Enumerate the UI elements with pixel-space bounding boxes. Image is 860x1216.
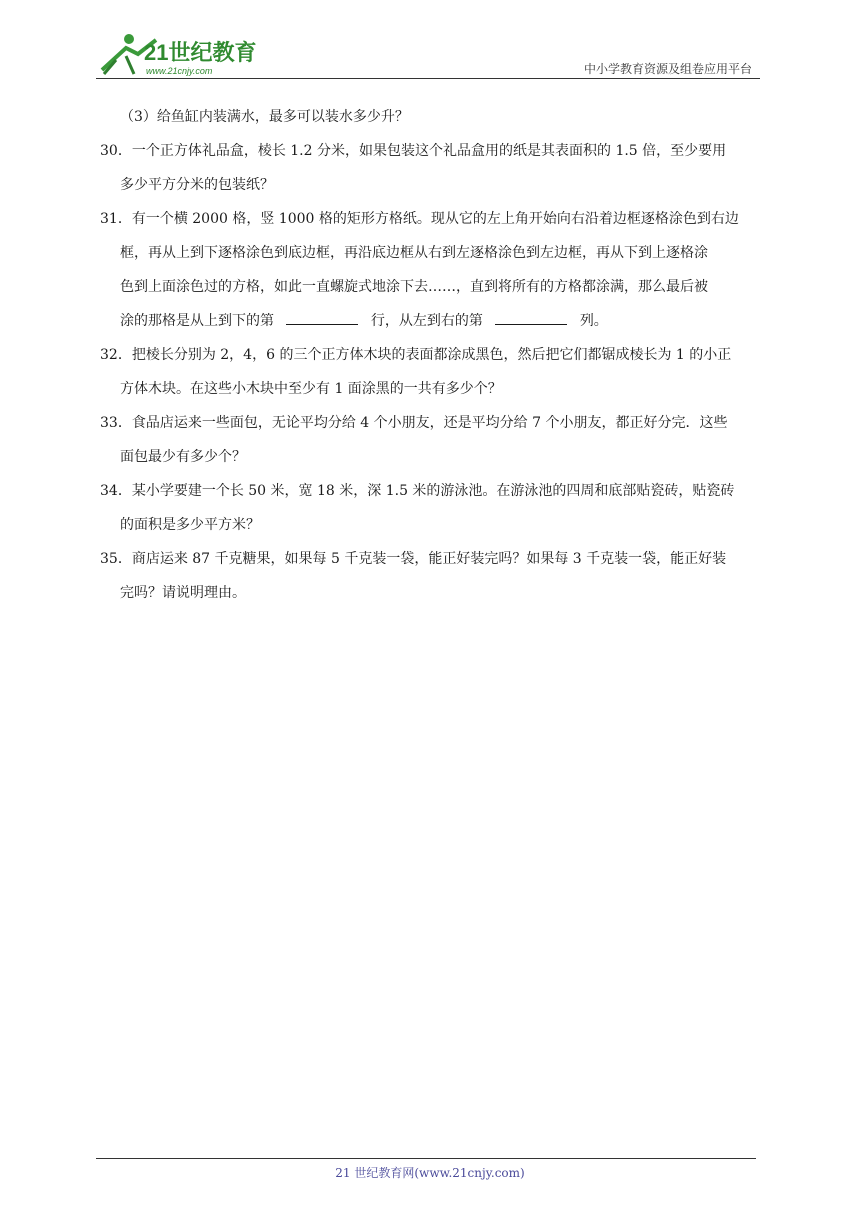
- question-33: 33．食品店运来一些面包，无论平均分给 4 个小朋友，还是平均分给 7 个小朋友，都正好分完．这些: [100, 415, 728, 431]
- question-list: （3）给鱼缸内装满水，最多可以装水多少升？ 30．一个正方体礼品盒，棱长 1.2 分米，如果包装这个礼品盒用的纸是其表面积的 1.5 倍，至少要用 多少平方分米的包装纸？ 31．有一个横 2000 格，竖 1000 格的矩形方格纸。现从它的左上角开始向右沿着边框逐格涂色到右边 框，再从上到下逐格涂色到底边框，再沿底边框从右到左逐格涂色到左边框，再从下到上逐格涂 色到上面涂色过的方格，如此一直螺旋式地涂下去……，直到将所有的方格都涂满，那么最后被 涂的那格是从上到下的第 行，从左到右的第 列。 32．把棱长分别为 2，4，6 的三个正方体木块的表面都涂成黑色，然后把它们都锯成棱长为 1 的小正 方体木块。在这些小木块中至少有 1 面涂黑的一共有多少个？ 33．食品店运来一些面包，无论平均分给 4 个小朋友，还是平均分给 7 个小朋友，都正好分完．这些 面包最少有多少个？ 34．某小学要建一个长 50 米，宽 18 米，深 1.5 米的游泳池。在游泳池的四周和底部贴瓷砖，贴瓷砖 的面积是多少平方米？ 35．商店运来 87 千克糖果，如果每 5 千克装一袋，能正好装完吗？如果每 3 千克装一袋，能正好装 完吗？请说明理由。: [100, 100, 764, 610]
- question-29-3: （3）给鱼缸内装满水，最多可以装水多少升？: [120, 109, 409, 125]
- question-34: 34．某小学要建一个长 50 米，宽 18 米，深 1.5 米的游泳池。在游泳池的四周和底部贴瓷砖，贴瓷砖: [100, 483, 735, 499]
- svg-text:www.21cnjy.com: www.21cnjy.com: [146, 66, 213, 76]
- header-platform-text: 中小学教育资源及组卷应用平台: [583, 62, 752, 76]
- question-30: 30．一个正方体礼品盒，棱长 1.2 分米，如果包装这个礼品盒用的纸是其表面积的 1.5 倍，至少要用: [100, 143, 727, 159]
- footer-divider: [96, 1158, 756, 1159]
- question-32: 32．把棱长分别为 2，4，6 的三个正方体木块的表面都涂成黑色，然后把它们都锯成棱长为 1 的小正: [100, 347, 732, 363]
- question-31: 31．有一个横 2000 格，竖 1000 格的矩形方格纸。现从它的左上角开始向右沿着边框逐格涂色到右边: [100, 211, 739, 227]
- answer-blank-row[interactable]: [286, 310, 358, 325]
- page-header: [96, 30, 760, 80]
- svg-text:21世纪教育: 21世纪教育: [144, 40, 257, 65]
- site-logo: [96, 30, 266, 78]
- header-divider: [96, 78, 760, 79]
- answer-blank-column[interactable]: [495, 310, 567, 325]
- question-35: 35．商店运来 87 千克糖果，如果每 5 千克装一袋，能正好装完吗？如果每 3 千克装一袋，能正好装: [100, 551, 727, 567]
- footer-text: 21 世纪教育网(www.21cnjy.com): [335, 1166, 525, 1180]
